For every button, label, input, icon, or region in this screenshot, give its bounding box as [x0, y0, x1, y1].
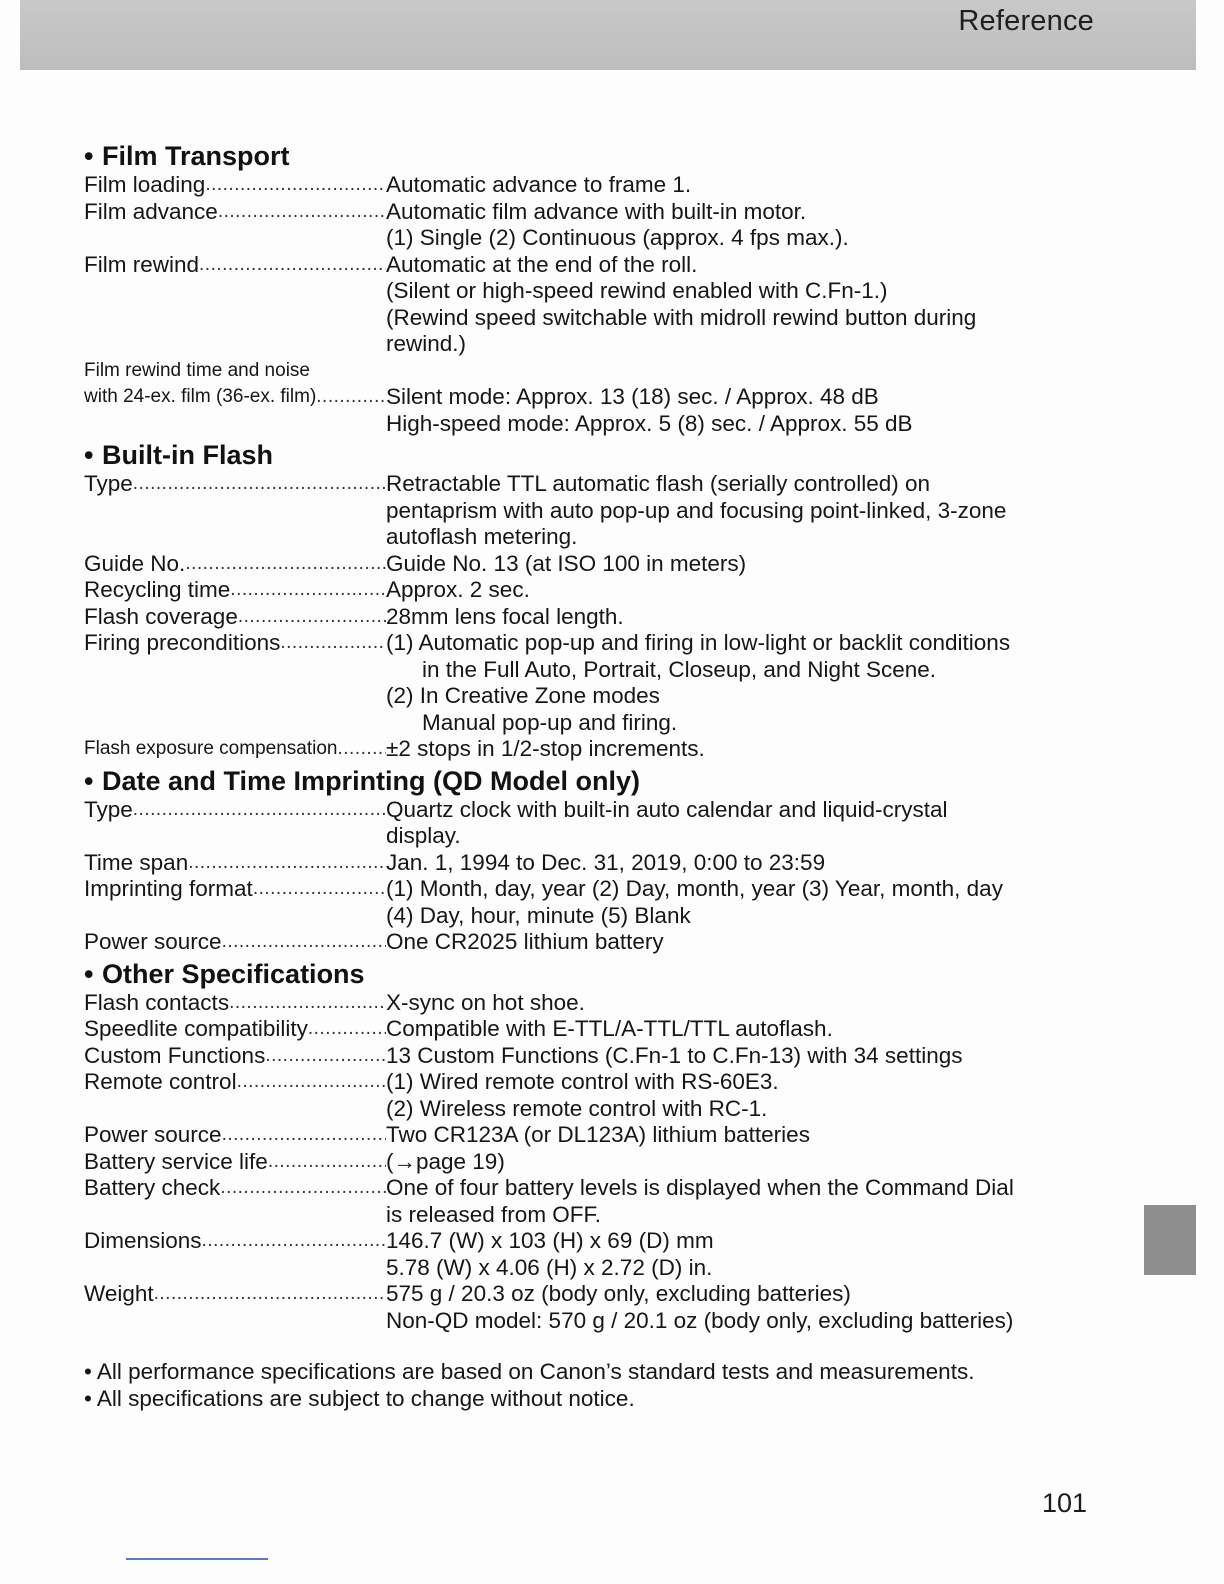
leader-dots	[229, 990, 386, 1017]
spec-value-line: Non-QD model: 570 g / 20.1 oz (body only, excluding batteries)	[386, 1307, 1014, 1333]
spec-label	[84, 850, 386, 877]
page-header-title: Reference	[958, 5, 1094, 37]
spec-label-text: Flash contacts	[84, 989, 230, 1015]
spec-value-line: (1) Month, day, year (2) Day, month, year (3) Year, month, day	[386, 876, 1003, 901]
bullet-icon: •	[84, 141, 94, 171]
spec-values	[386, 1016, 1114, 1043]
spec-label-text: Film advance	[84, 198, 218, 224]
spec-label	[84, 1069, 386, 1096]
spec-label-text: Battery check	[84, 1175, 221, 1200]
spec-value-line: (2) In Creative Zone modes	[386, 683, 660, 708]
footnote-line: • All performance specifications are based on Canon’s standard tests and measurements.	[84, 1359, 975, 1384]
spec-values	[386, 1149, 1114, 1176]
leader-dots	[218, 199, 386, 226]
spec-row	[84, 604, 1114, 631]
spec-label	[84, 630, 386, 657]
spec-value-line: (2) Wireless remote control with RC-1.	[386, 1095, 768, 1121]
leader-dots	[316, 384, 386, 411]
spec-value-line: One CR2025 lithium battery	[386, 929, 664, 954]
spec-value-line: Quartz clock with built-in auto calendar and liquid-crystal	[386, 796, 948, 822]
spec-value-line: (→page 19)	[386, 1148, 505, 1174]
spec-label	[84, 1175, 386, 1202]
spec-values	[386, 1175, 1114, 1228]
spec-value-line: (1) Automatic pop-up and firing in low-light or backlit conditions	[386, 630, 1011, 655]
spec-value-line: ±2 stops in 1/2-stop increments.	[386, 736, 705, 761]
spec-row	[84, 1175, 1114, 1228]
spec-value-line: (Rewind speed switchable with midroll rewind button during	[386, 304, 977, 330]
spec-label-text: Film loading	[84, 172, 206, 197]
section-gap	[84, 1334, 1114, 1336]
leader-dots	[237, 1069, 386, 1096]
spec-values	[386, 1122, 1114, 1149]
spec-values	[386, 604, 1114, 631]
spec-values	[386, 252, 1114, 358]
spec-values	[386, 199, 1114, 252]
spec-label	[84, 199, 386, 226]
spec-row	[84, 736, 1114, 763]
page-number: 101	[1042, 1488, 1088, 1518]
leader-dots	[220, 1175, 386, 1202]
footnote-line: • All specifications are subject to change without notice.	[84, 1386, 635, 1411]
leader-dots	[222, 929, 386, 956]
spec-row	[84, 1043, 1114, 1070]
spec-label-text: Guide No.	[84, 550, 186, 576]
leader-dots	[280, 630, 386, 657]
spec-label	[84, 929, 386, 956]
spec-label	[84, 1281, 386, 1308]
spec-row	[84, 577, 1114, 604]
spec-row	[84, 199, 1114, 252]
spec-row	[84, 252, 1114, 358]
spec-value-line: display.	[386, 823, 461, 848]
spec-label-text: Flash coverage	[84, 603, 238, 629]
spec-label-line: Film rewind time and noise	[84, 359, 310, 381]
spec-value-line: X-sync on hot shoe.	[386, 989, 585, 1015]
spec-label	[84, 551, 386, 578]
section-thumb-tab	[1144, 1205, 1196, 1275]
spec-label-text: Type	[84, 471, 133, 496]
spec-values	[386, 471, 1114, 551]
spec-value-line: Manual pop-up and firing.	[422, 709, 678, 735]
spec-row	[84, 1016, 1114, 1043]
spec-row	[84, 1281, 1114, 1334]
spec-label	[84, 577, 386, 604]
spec-value-line: Jan. 1, 1994 to Dec. 31, 2019, 0:00 to 23:59	[386, 849, 826, 875]
spec-values	[386, 630, 1114, 736]
spec-row	[84, 797, 1114, 850]
spec-values	[386, 1043, 1114, 1070]
spec-value-line: 28mm lens focal length.	[386, 603, 624, 629]
spec-label	[84, 1122, 386, 1149]
spec-label-line: with 24-ex. film (36-ex. film)	[84, 386, 317, 407]
spec-values	[386, 551, 1114, 578]
spec-values	[386, 990, 1114, 1017]
spec-row	[84, 990, 1114, 1017]
spec-row	[84, 1122, 1114, 1149]
spec-value-line: Automatic advance to frame 1.	[386, 172, 692, 197]
spec-label-text: Remote control	[84, 1069, 237, 1094]
spec-label-text: Power source	[84, 1122, 222, 1147]
spec-label-text: Type	[84, 796, 133, 822]
leader-dots	[199, 252, 386, 279]
spec-label-text: Weight	[84, 1281, 154, 1306]
spec-label	[84, 1149, 386, 1176]
bullet-icon: •	[84, 440, 94, 470]
spec-value-line: Automatic at the end of the roll.	[386, 251, 698, 277]
spec-row	[84, 1069, 1114, 1122]
spec-value-line: Automatic film advance with built-in motor.	[386, 198, 807, 224]
spec-value-line: Two CR123A (or DL123A) lithium batteries	[386, 1122, 810, 1147]
spec-label	[84, 876, 386, 903]
section-heading	[84, 439, 1114, 471]
spec-values	[386, 736, 1114, 763]
spec-label	[84, 1016, 386, 1043]
spec-row	[84, 471, 1114, 551]
section-heading	[84, 765, 1114, 797]
spec-row	[84, 358, 1114, 438]
spec-label	[84, 797, 386, 824]
bullet-icon: •	[84, 765, 94, 796]
spec-label-text: Custom Functions	[84, 1042, 266, 1068]
leader-dots	[185, 551, 386, 578]
section-title: Film Transport	[102, 141, 290, 171]
spec-value-line: pentaprism with auto pop-up and focusing point-linked, 3-zone	[386, 497, 1007, 523]
spec-row	[84, 1228, 1114, 1281]
spec-values	[386, 1228, 1114, 1281]
spec-label	[84, 252, 386, 279]
section-title: Other Specifications	[102, 958, 365, 989]
spec-row	[84, 172, 1114, 199]
spec-label	[84, 604, 386, 631]
spec-label-text: Dimensions	[84, 1228, 202, 1253]
spec-values	[386, 797, 1114, 850]
spec-row	[84, 929, 1114, 956]
spec-label-text: Battery service life	[84, 1148, 268, 1174]
leader-dots	[133, 471, 386, 498]
spec-label	[84, 990, 386, 1017]
leader-dots	[238, 604, 386, 631]
spec-value-line: 13 Custom Functions (C.Fn-1 to C.Fn-13) with 34 settings	[386, 1042, 963, 1068]
section-title: Date and Time Imprinting (QD Model only)	[102, 765, 641, 796]
spec-label	[84, 172, 386, 199]
spec-label-text: Firing preconditions	[84, 630, 281, 655]
leader-dots	[188, 850, 386, 877]
section-title: Built-in Flash	[102, 440, 273, 470]
spec-label	[84, 736, 386, 763]
footer-rule	[126, 1558, 268, 1560]
spec-value-line: Silent mode: Approx. 13 (18) sec. / Approx. 48 dB	[386, 384, 879, 409]
spec-label-text: Flash exposure compensation	[84, 738, 338, 759]
section-heading	[84, 958, 1114, 990]
spec-label	[84, 1043, 386, 1070]
spec-label-text: Imprinting format	[84, 876, 253, 901]
spec-value-line: 575 g / 20.3 oz (body only, excluding batteries)	[386, 1281, 851, 1306]
spec-value-line: Approx. 2 sec.	[386, 577, 530, 602]
leader-dots	[202, 1228, 386, 1255]
spec-value-line: 146.7 (W) x 103 (H) x 69 (D) mm	[386, 1228, 714, 1253]
leader-dots	[308, 1016, 386, 1043]
spec-label-text: Time span	[84, 849, 189, 875]
spec-label-text: Speedlite compatibility	[84, 1016, 308, 1041]
leader-dots	[133, 797, 386, 824]
section-heading	[84, 140, 1114, 172]
spec-label-text: Recycling time	[84, 577, 231, 602]
spec-value-line: is released from OFF.	[386, 1201, 602, 1227]
spec-row	[84, 1149, 1114, 1176]
spec-values	[386, 577, 1114, 604]
leader-dots	[268, 1149, 386, 1176]
leader-dots	[205, 172, 386, 199]
spec-values	[386, 172, 1114, 199]
spec-label	[84, 358, 386, 411]
spec-value-line: 5.78 (W) x 4.06 (H) x 2.72 (D) in.	[386, 1254, 713, 1280]
spec-row	[84, 551, 1114, 578]
spec-values	[386, 850, 1114, 877]
spec-label-line-row	[84, 384, 386, 411]
leader-dots	[154, 1281, 386, 1308]
spec-value-line: (1) Single (2) Continuous (approx. 4 fps max.).	[386, 225, 849, 250]
spec-value-line: (Silent or high-speed rewind enabled with C.Fn-1.)	[386, 278, 888, 303]
spec-label-text: Power source	[84, 929, 222, 954]
leader-dots	[265, 1043, 386, 1070]
spec-values	[386, 358, 1114, 438]
leader-dots	[337, 736, 386, 763]
spec-value-line: High-speed mode: Approx. 5 (8) sec. / Approx. 55 dB	[386, 410, 913, 436]
spec-value-line: autoflash metering.	[386, 524, 578, 549]
spec-value-line: Guide No. 13 (at ISO 100 in meters)	[386, 550, 747, 576]
spec-row	[84, 876, 1114, 929]
spec-values	[386, 876, 1114, 929]
spec-label	[84, 471, 386, 498]
leader-dots	[222, 1122, 386, 1149]
spec-value-line: in the Full Auto, Portrait, Closeup, and Night Scene.	[422, 656, 937, 682]
leader-dots	[230, 577, 386, 604]
spec-value-line: (1) Wired remote control with RS-60E3.	[386, 1069, 779, 1094]
spec-label	[84, 1228, 386, 1255]
spec-value-line: Retractable TTL automatic flash (serially controlled) on	[386, 471, 930, 496]
spec-value-line: One of four battery levels is displayed when the Command Dial	[386, 1175, 1014, 1200]
spec-value-line: (4) Day, hour, minute (5) Blank	[386, 902, 691, 928]
bullet-icon: •	[84, 958, 94, 989]
spec-values	[386, 1281, 1114, 1334]
spec-content	[84, 140, 1114, 1412]
spec-values	[386, 1069, 1114, 1122]
footnotes	[84, 1358, 1114, 1412]
spec-value-line: Compatible with E-TTL/A-TTL/TTL autoflash.	[386, 1016, 833, 1041]
spec-values	[386, 929, 1114, 956]
spec-row	[84, 630, 1114, 736]
spec-value-line: rewind.)	[386, 331, 467, 356]
spec-label-text: Film rewind	[84, 251, 200, 277]
spec-row	[84, 850, 1114, 877]
leader-dots	[253, 876, 386, 903]
